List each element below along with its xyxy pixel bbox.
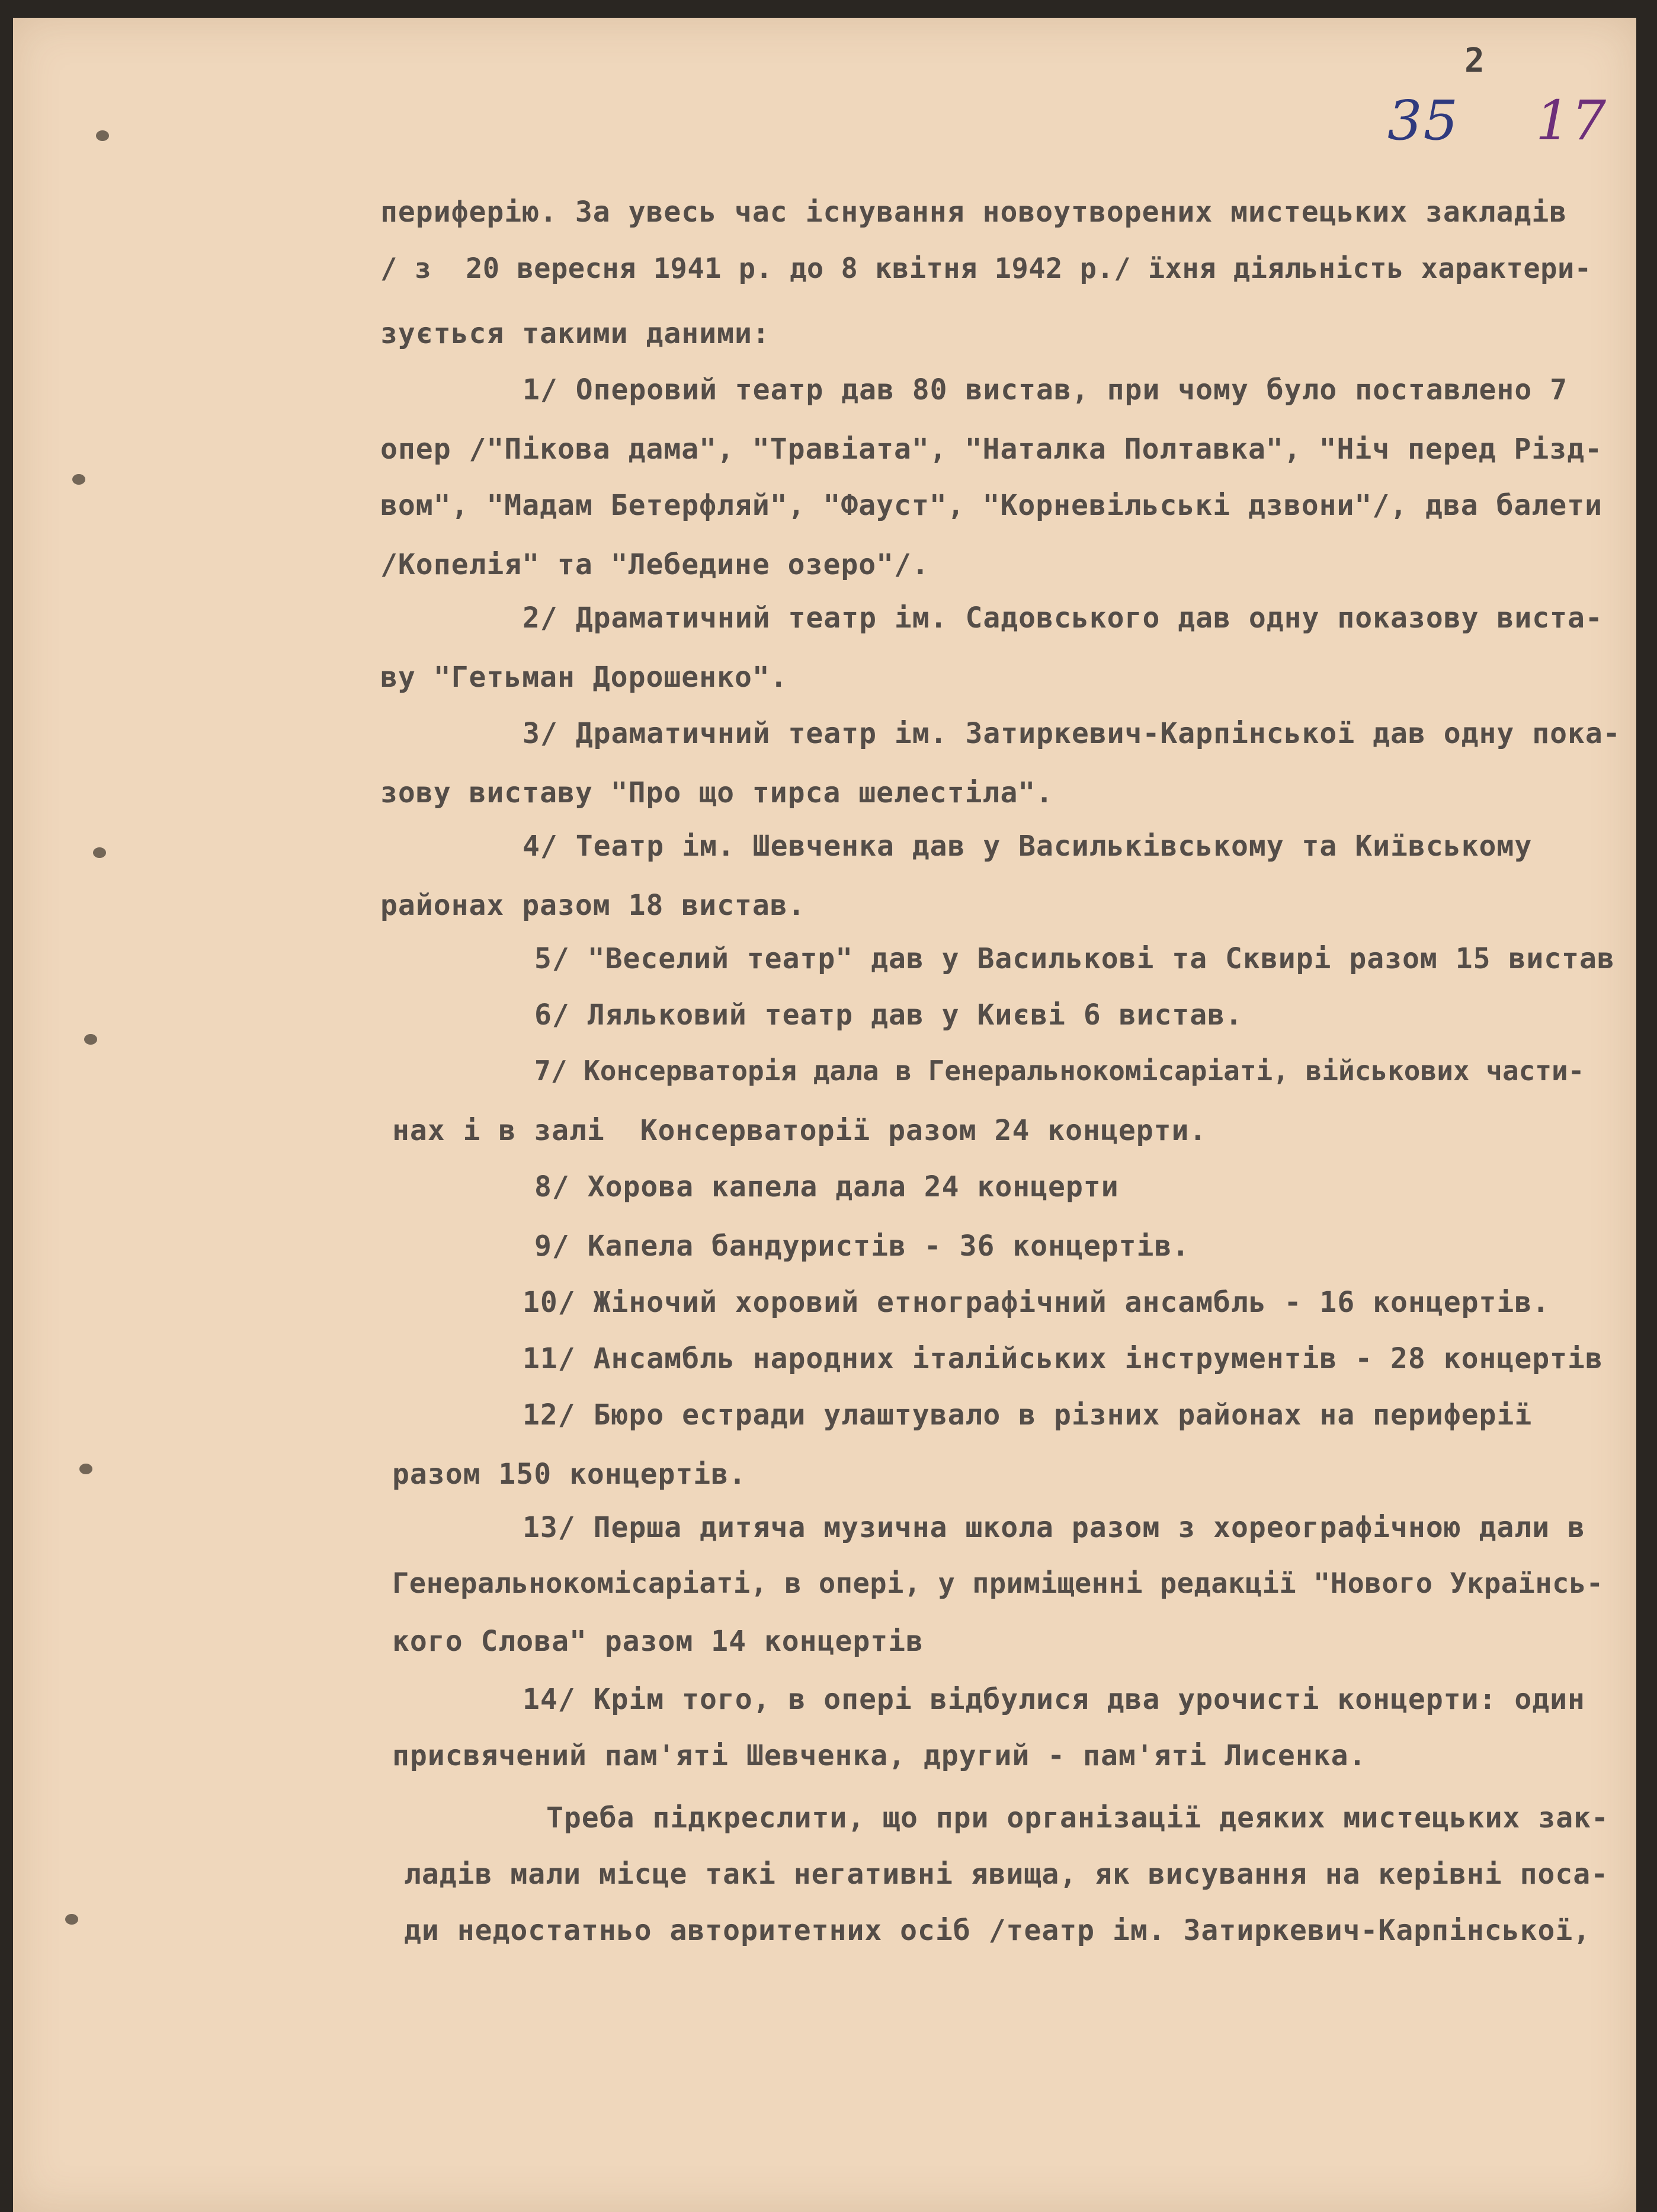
document-page xyxy=(13,18,1636,2212)
punch-hole xyxy=(84,1034,97,1045)
text-line: зову виставу "Про що тирса шелестіла". xyxy=(380,776,1054,809)
text-line: Треба підкреслити, що при організації деяких мистецьких зак- xyxy=(546,1801,1609,1835)
punch-hole xyxy=(72,474,85,485)
text-line: 2/ Драматичний театр ім. Садовського дав одну показову виста- xyxy=(523,601,1603,635)
text-line: районах разом 18 вистав. xyxy=(380,889,806,922)
text-line: 10/ Жіночий хоровий етнографічний ансамбль - 16 концертів. xyxy=(523,1286,1550,1319)
text-line: присвячений пам'яті Шевченка, другий - пам'яті Лисенка. xyxy=(392,1739,1367,1772)
punch-hole xyxy=(96,130,109,141)
punch-hole xyxy=(65,1914,78,1925)
archive-folio-number-secondary: 17 xyxy=(1536,89,1608,152)
text-line: /Копелія" та "Лебедине озеро"/. xyxy=(380,548,930,581)
text-line: Генеральнокомісаріаті, в опері, у приміщенні редакції "Нового Українсь- xyxy=(392,1567,1604,1600)
text-line: 7/ Консерваторія дала в Генеральнокомісаріаті, військових части- xyxy=(534,1055,1585,1087)
text-line: 12/ Бюро естради улаштувало в різних районах на периферії xyxy=(523,1398,1533,1432)
text-line: ву "Гетьман Дорошенко". xyxy=(380,661,788,694)
text-line: вом", "Мадам Бетерфляй", "Фауст", "Корневільські дзвони"/, два балети xyxy=(380,489,1602,522)
text-line: 1/ Оперовий театр дав 80 вистав, при чому було поставлено 7 xyxy=(523,373,1568,406)
text-line: зується такими даними: xyxy=(380,317,770,350)
text-line: 8/ Хорова капела дала 24 концерти xyxy=(534,1170,1119,1203)
text-line: нах і в залі Консерваторії разом 24 концерти. xyxy=(392,1114,1207,1147)
text-line: 11/ Ансамбль народних італійських інструментів - 28 концертів xyxy=(523,1342,1603,1375)
text-line: 3/ Драматичний театр ім. Затиркевич-Карпінської дав одну пока- xyxy=(523,717,1621,750)
punch-hole xyxy=(79,1464,92,1474)
text-line: кого Слова" разом 14 концертів xyxy=(392,1625,924,1658)
text-line: / з 20 вересня 1941 р. до 8 квітня 1942 р./ їхня діяльність характери- xyxy=(380,252,1592,285)
text-line: 4/ Театр ім. Шевченка дав у Васильківському та Київському xyxy=(523,830,1533,863)
text-line: 13/ Перша дитяча музична школа разом з хореографічною дали в xyxy=(523,1511,1585,1544)
text-line: опер /"Пікова дама", "Травіата", "Наталка Полтавка", "Ніч перед Різд- xyxy=(380,433,1602,466)
text-line: ди недостатньо авторитетних осіб /театр ім. Затиркевич-Карпінської, xyxy=(404,1914,1591,1947)
archive-folio-number: 35 xyxy=(1387,89,1460,152)
text-line: ладів мали місце такі негативні явища, як висування на керівні поса- xyxy=(404,1858,1609,1891)
text-line: периферію. За увесь час існування новоутворених мистецьких закладів xyxy=(380,196,1568,229)
text-line: 9/ Капела бандуристів - 36 концертів. xyxy=(534,1230,1190,1263)
text-line: разом 150 концертів. xyxy=(392,1458,746,1491)
page-number: 2 xyxy=(1464,41,1485,80)
text-line: 6/ Ляльковий театр дав у Києві 6 вистав. xyxy=(534,998,1243,1032)
text-line: 14/ Крім того, в опері відбулися два урочисті концерти: один xyxy=(523,1683,1585,1716)
text-line: 5/ "Веселий театр" дав у Василькові та Сквирі разом 15 вистав xyxy=(534,942,1615,975)
punch-hole xyxy=(93,847,106,858)
